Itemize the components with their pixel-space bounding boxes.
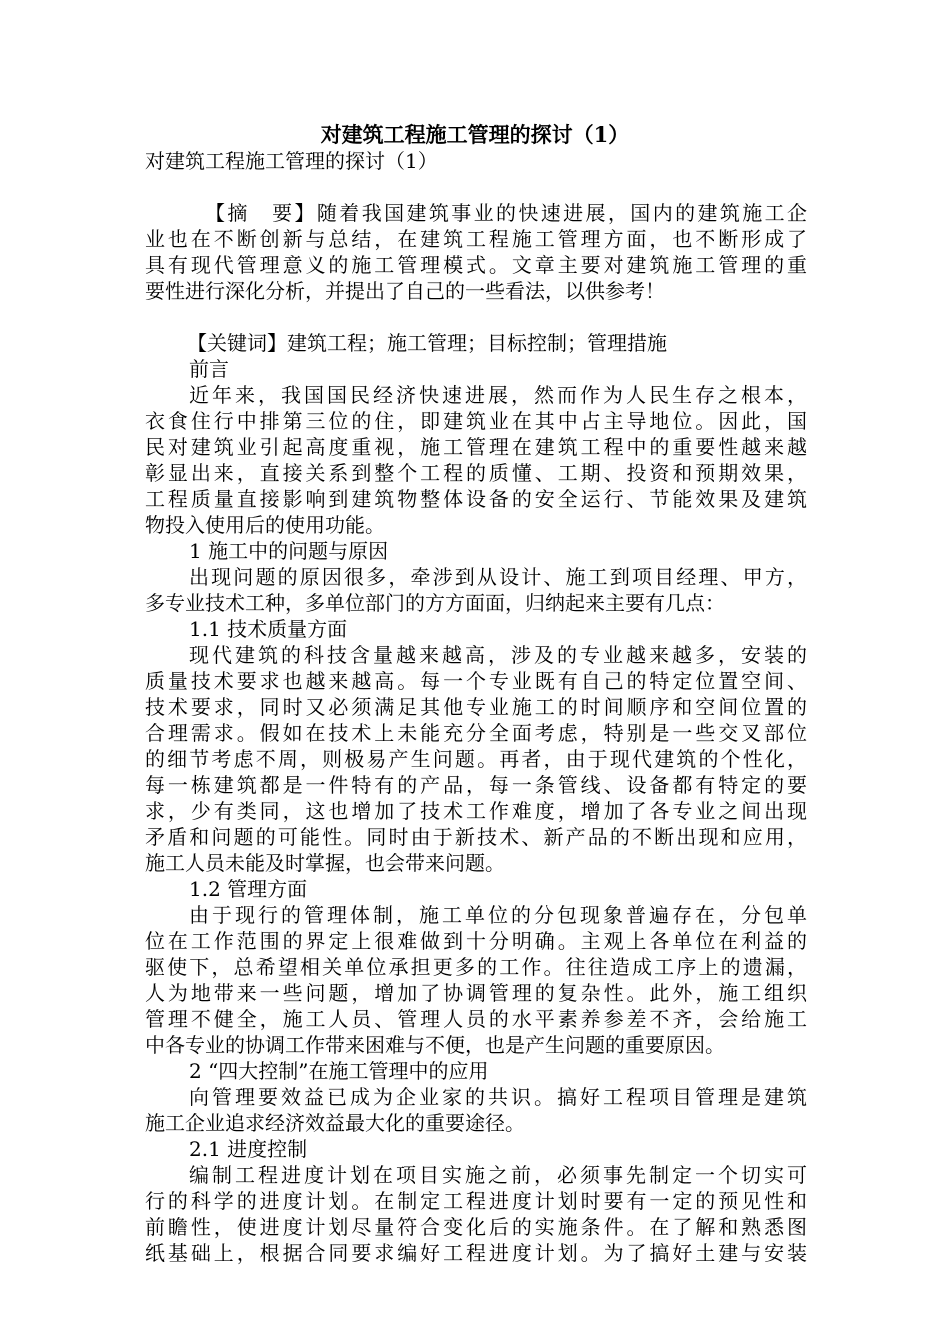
paragraph-line: 施工人员未能及时掌握，也会带来问题。	[145, 851, 505, 875]
abstract-line: 要性进行深化分析，并提出了自己的一些看法，以供参考！	[145, 279, 665, 303]
preface-line: 衣食住行中排第三位的住，即建筑业在其中占主导地位。因此，国	[145, 409, 807, 433]
preface-line: 近年来，我国国民经济快速进展，然而作为人民生存之根本，	[189, 383, 807, 407]
abstract-line: 业也在不断创新与总结，在建筑工程施工管理方面，也不断形成了	[145, 227, 807, 251]
paragraph-line: 技术要求，同时又必须满足其他专业施工的时间顺序和空间位置的	[145, 695, 807, 719]
paragraph-line: 人为地带来一些问题，增加了协调管理的复杂性。此外，施工组织	[145, 981, 807, 1005]
paragraph-line: 矛盾和问题的可能性。同时由于新技术、新产品的不断出现和应用，	[145, 825, 807, 849]
paragraph-line: 位在工作范围的界定上很难做到十分明确。主观上各单位在利益的	[145, 929, 807, 953]
document-subtitle: 对建筑工程施工管理的探讨（1）	[145, 149, 438, 173]
paragraph-line: 编制工程进度计划在项目实施之前，必须事先制定一个切实可	[189, 1163, 807, 1187]
preface-line: 工程质量直接影响到建筑物整体设备的安全运行、节能效果及建筑	[145, 487, 807, 511]
paragraph-line: 合理需求。假如在技术上未能充分全面考虑，特别是一些交叉部位	[145, 721, 807, 745]
paragraph-line: 由于现行的管理体制，施工单位的分包现象普遍存在，分包单	[189, 903, 807, 927]
document-body	[145, 148, 807, 1266]
blank-line	[145, 174, 807, 200]
section-heading: 1 施工中的问题与原因	[189, 539, 389, 563]
document-title: 对建筑工程施工管理的探讨（1）	[320, 122, 630, 147]
abstract-line: 【摘 要】随着我国建筑事业的快速进展，国内的建筑施工企	[205, 201, 807, 225]
paragraph-line: 前瞻性，使进度计划尽量符合变化后的实施条件。在了解和熟悉图	[145, 1215, 807, 1239]
keywords-line: 【关键词】建筑工程；施工管理；目标控制；管理措施	[187, 331, 667, 355]
paragraph-line: 中各专业的协调工作带来困难与不便，也是产生问题的重要原因。	[145, 1033, 725, 1057]
paragraph-line: 质量技术要求也越来越高。每一个专业既有自己的特定位置空间、	[145, 669, 807, 693]
paragraph-line: 现代建筑的科技含量越来越高，涉及的专业越来越多，安装的	[189, 643, 807, 667]
subsection-heading: 2.1 进度控制	[189, 1137, 308, 1161]
paragraph-line: 出现问题的原因很多，牵涉到从设计、施工到项目经理、甲方，	[189, 565, 807, 589]
paragraph-line: 每一栋建筑都是一件特有的产品，每一条管线、设备都有特定的要	[145, 773, 807, 797]
preface-line: 民对建筑业引起高度重视，施工管理在建筑工程中的重要性越来越	[145, 435, 807, 459]
blank-line	[145, 304, 807, 330]
paragraph-line: 施工企业追求经济效益最大化的重要途径。	[145, 1111, 525, 1135]
paragraph-line: 求，少有类同，这也增加了技术工作难度，增加了各专业之间出现	[145, 799, 807, 823]
preface-line: 彰显出来，直接关系到整个工程的质懂、工期、投资和预期效果，	[145, 461, 807, 485]
paragraph-line: 行的科学的进度计划。在制定工程进度计划时要有一定的预见性和	[145, 1189, 807, 1213]
paragraph-line: 管理不健全，施工人员、管理人员的水平素养参差不齐，会给施工	[145, 1007, 807, 1031]
subsection-heading: 1.2 管理方面	[189, 877, 308, 901]
section-heading: 2 “四大控制”在施工管理中的应用	[189, 1059, 489, 1083]
paragraph-line: 向管理要效益已成为企业家的共识。搞好工程项目管理是建筑	[189, 1085, 807, 1109]
abstract-line: 具有现代管理意义的施工管理模式。文章主要对建筑施工管理的重	[145, 253, 807, 277]
paragraph-line: 纸基础上，根据合同要求编好工程进度计划。为了搞好土建与安装	[145, 1241, 807, 1265]
preface-line: 物投入使用后的使用功能。	[145, 513, 385, 537]
paragraph-line: 的细节考虑不周，则极易产生问题。再者，由于现代建筑的个性化，	[145, 747, 807, 771]
subsection-heading: 1.1 技术质量方面	[189, 617, 348, 641]
paragraph-line: 多专业技术工种，多单位部门的方方面面，归纳起来主要有几点：	[145, 591, 725, 615]
preface-heading: 前言	[189, 357, 229, 381]
paragraph-line: 驱使下，总希望相关单位承担更多的工作。往往造成工序上的遗漏，	[145, 955, 807, 979]
